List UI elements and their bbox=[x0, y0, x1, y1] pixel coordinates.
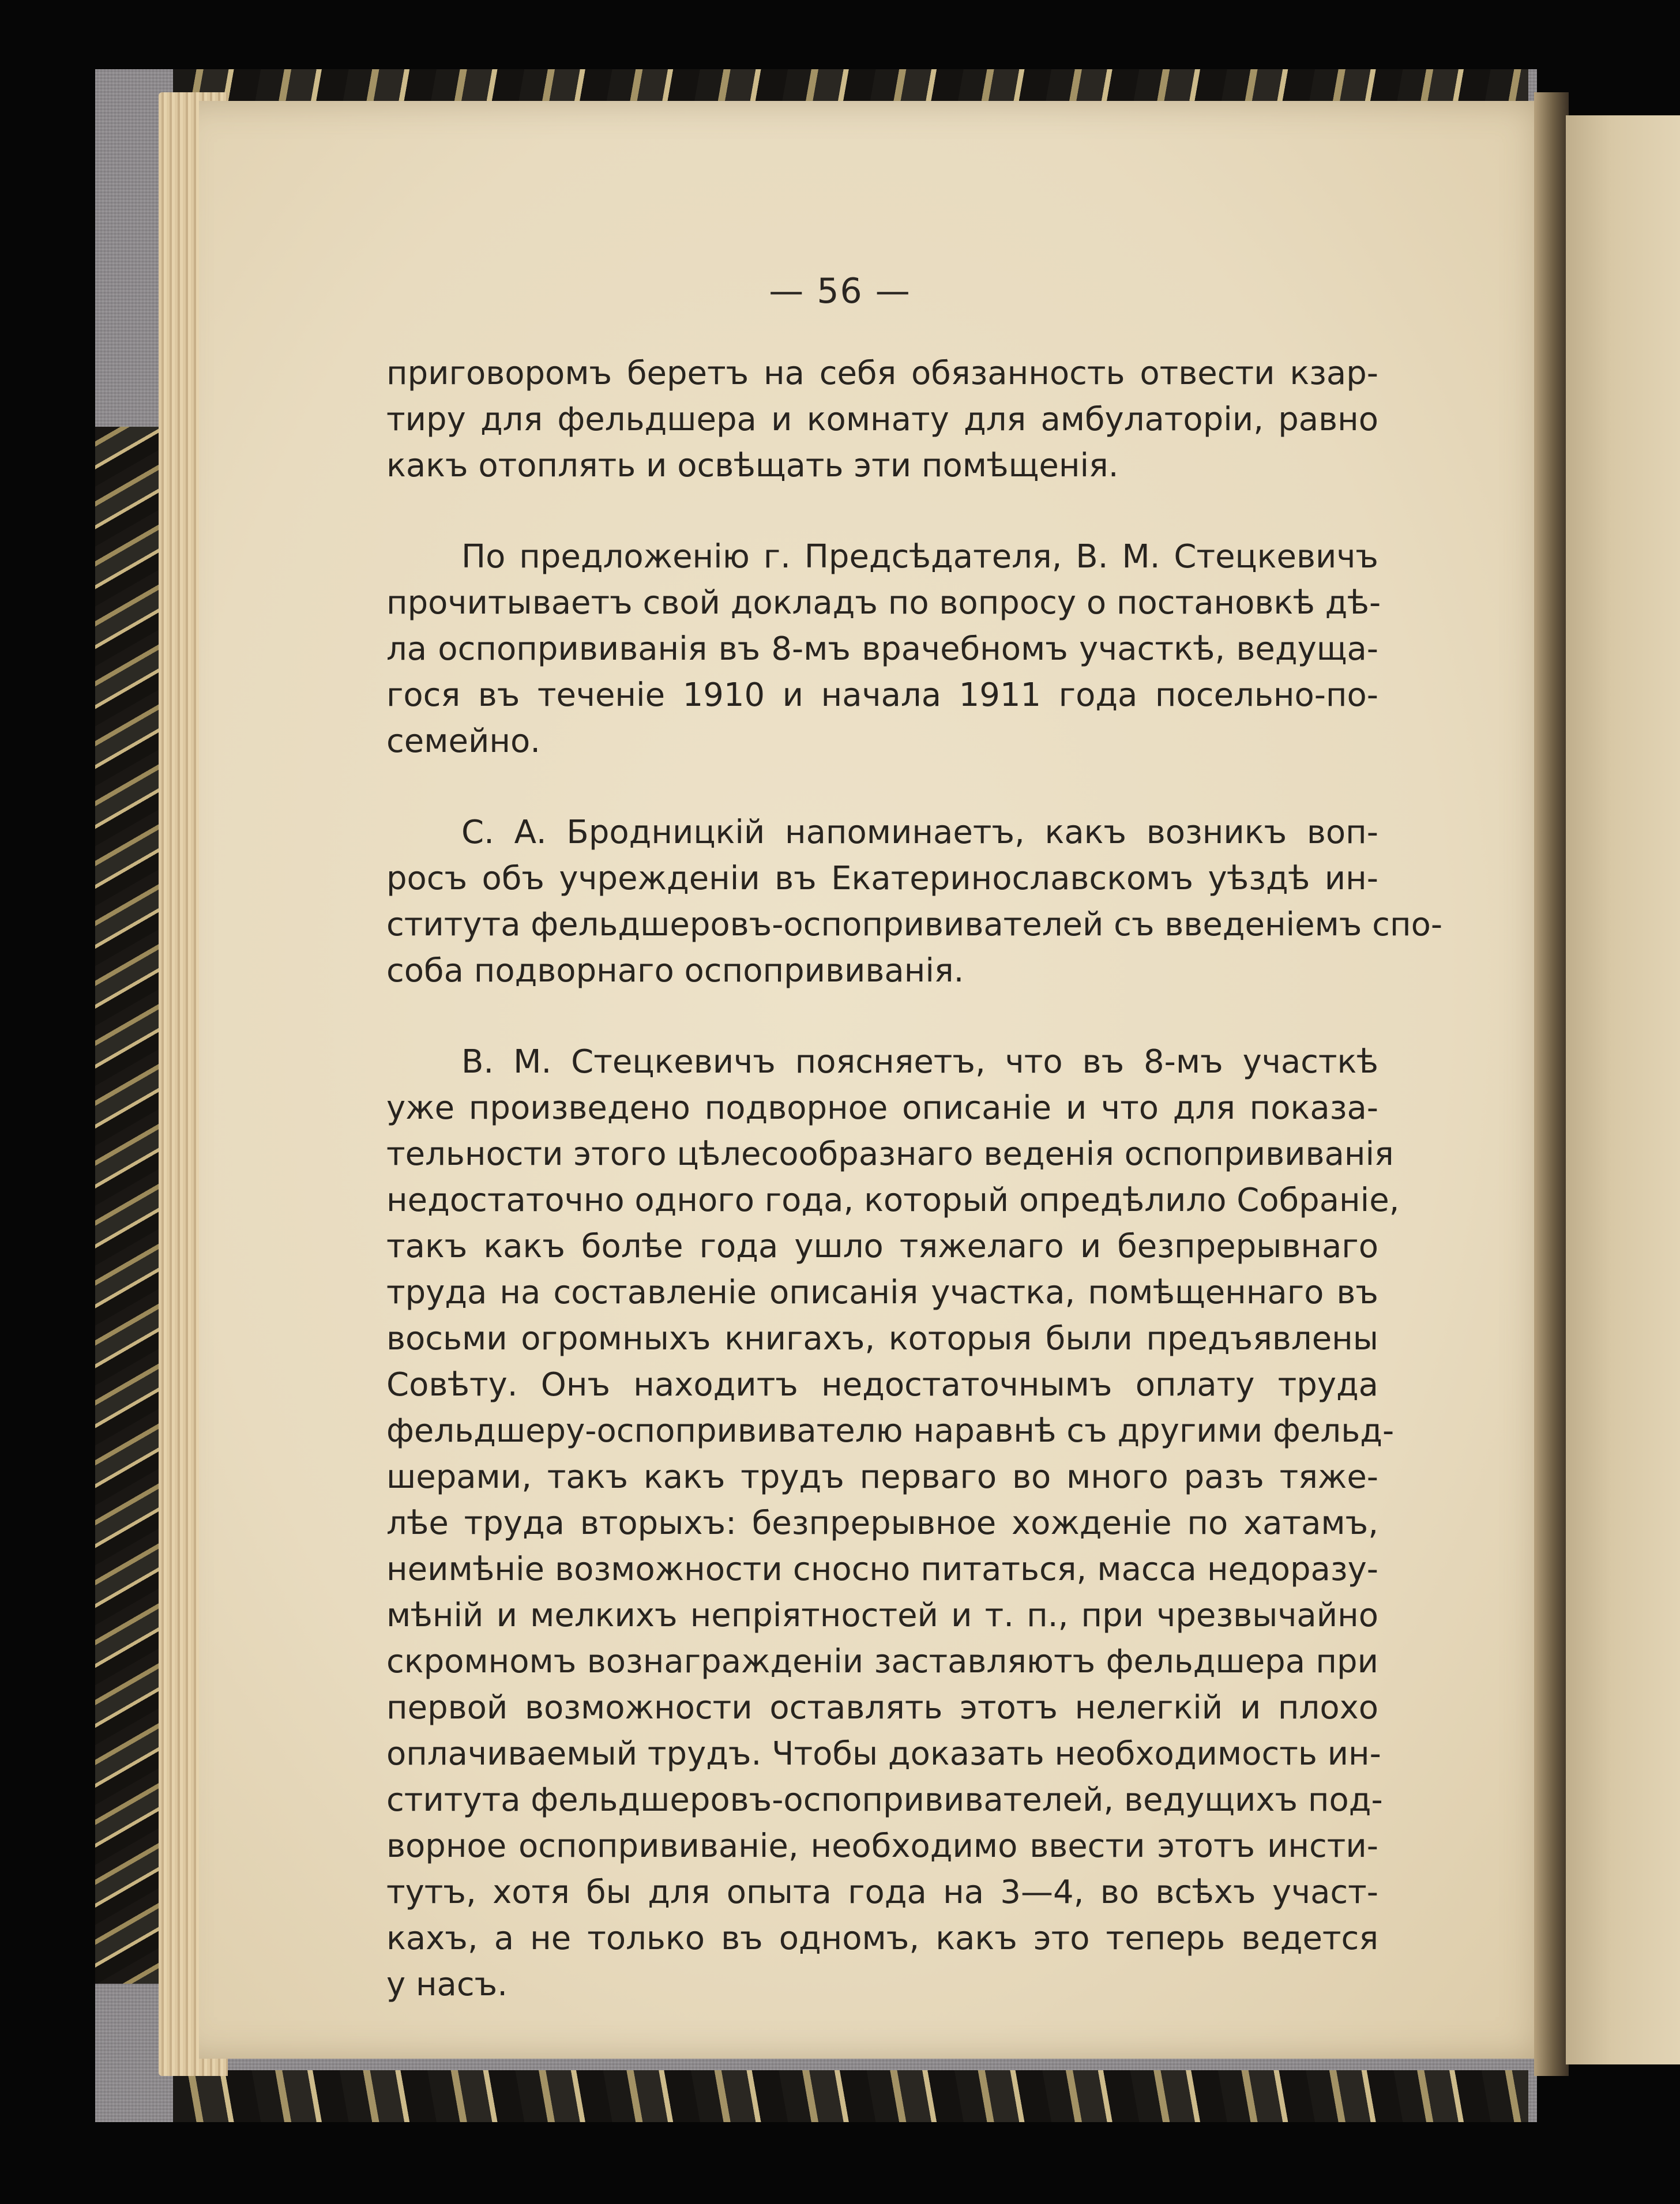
text-line: С. А. Бродницкій напоминаетъ, какъ возникъ воп- bbox=[461, 814, 1378, 851]
text-line: фельдшеру-оспопрививателю наравнѣ съ другими фельд- bbox=[386, 1412, 1395, 1450]
text-line: росъ объ учрежденіи въ Екатеринославскомъ уѣздѣ ин- bbox=[386, 860, 1378, 897]
text-line: В. М. Стецкевичъ поясняетъ, что въ 8-мъ участкѣ bbox=[461, 1043, 1378, 1081]
text-line: По предложенію г. Предсѣдателя, В. М. Стецкевичъ bbox=[461, 538, 1378, 576]
book-gutter bbox=[1534, 92, 1569, 2076]
paragraph bbox=[386, 1039, 1400, 2008]
text-line: кахъ, а не только въ одномъ, какъ это теперь ведется bbox=[386, 1920, 1378, 1957]
marbled-edge-bottom bbox=[173, 2070, 1528, 2122]
text-line: ворное оспопрививаніе, необходимо ввести этотъ инсти- bbox=[386, 1827, 1378, 1865]
text-line: ститута фельдшеровъ-оспопрививателей, ведущихъ под- bbox=[386, 1781, 1383, 1819]
text-line: лѣе труда вторыхъ: безпрерывное хожденіе по хатамъ, bbox=[386, 1505, 1378, 1542]
paragraph bbox=[386, 534, 1381, 765]
text-line: прочитываетъ свой докладъ по вопросу о постановкѣ дѣ- bbox=[386, 584, 1381, 622]
text-line: труда на составленіе описанія участка, помѣщеннаго въ bbox=[386, 1274, 1378, 1311]
text-line: тельности этого цѣлесообразнаго веденія оспопрививанія bbox=[386, 1135, 1394, 1173]
facing-page bbox=[1566, 115, 1680, 2064]
text-line: мѣній и мелкихъ непріятностей и т. п., при чрезвычайно bbox=[386, 1597, 1378, 1634]
marbled-edge-left bbox=[95, 427, 164, 1984]
text-line: шерами, такъ какъ трудъ перваго во много разъ тяже- bbox=[386, 1458, 1378, 1496]
text-line: у насъ. bbox=[386, 1966, 508, 2003]
text-line: какъ отоплять и освѣщать эти помѣщенія. bbox=[386, 447, 1119, 484]
text-line: соба подворнаго оспопрививанія. bbox=[386, 952, 964, 990]
text-line: Совѣту. Онъ находитъ недостаточнымъ оплату труда bbox=[386, 1366, 1378, 1404]
page-text bbox=[386, 351, 1443, 2053]
text-line: тиру для фельдшера и комнату для амбулаторіи, равно bbox=[386, 401, 1378, 438]
paragraph bbox=[386, 810, 1443, 994]
text-line: такъ какъ болѣе года ушло тяжелаго и безпрерывнаго bbox=[386, 1228, 1378, 1265]
text-line: ла оспопрививанія въ 8-мъ врачебномъ участкѣ, ведуща- bbox=[386, 630, 1378, 668]
text-line: семейно. bbox=[386, 723, 541, 760]
text-line: гося въ теченіе 1910 и начала 1911 года посельно-по- bbox=[386, 676, 1378, 714]
text-line: приговоромъ беретъ на себя обязанность отвести кзар- bbox=[386, 355, 1378, 392]
text-line: недостаточно одного года, который опредѣлило Собраніе, bbox=[386, 1182, 1400, 1219]
paragraph bbox=[386, 351, 1378, 489]
text-line: первой возможности оставлять этотъ нелегкій и плохо bbox=[386, 1689, 1378, 1727]
text-line: восьми огромныхъ книгахъ, которыя были предъявлены bbox=[386, 1320, 1378, 1357]
text-line: тутъ, хотя бы для опыта года на 3—4, во всѣхъ участ- bbox=[386, 1874, 1378, 1911]
text-line: ститута фельдшеровъ-оспопрививателей съ введеніемъ спо- bbox=[386, 906, 1443, 943]
page-number: — 56 — bbox=[769, 271, 911, 311]
text-line: уже произведено подворное описаніе и что для показа- bbox=[386, 1089, 1378, 1127]
text-line: скромномъ вознагражденіи заставляютъ фельдшера при bbox=[386, 1643, 1378, 1680]
text-line: неимѣніе возможности сносно питаться, масса недоразу- bbox=[386, 1551, 1378, 1588]
text-line: оплачиваемый трудъ. Чтобы доказать необходимость ин- bbox=[386, 1735, 1381, 1773]
